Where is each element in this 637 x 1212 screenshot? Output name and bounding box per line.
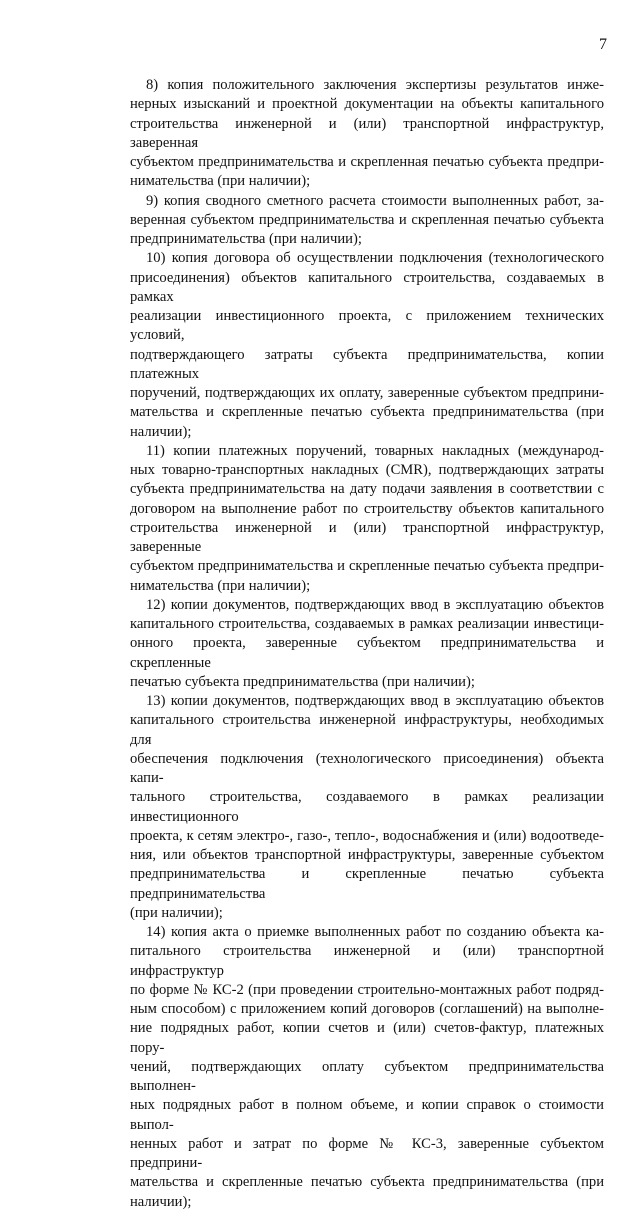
text-line: ния, или объектов транспортной инфраструктуры, заверенные субъектом [130, 847, 604, 863]
text-line: печатью субъекта предпринимательства (при наличии); [130, 673, 475, 690]
text-line: ненных работ и затрат по форме № КС-3, заверенные субъектом предприни- [130, 1135, 604, 1171]
text-line: ных товарно-транспортных накладных (CMR), подтверждающих затраты [130, 462, 604, 478]
list-item-paragraph [130, 249, 604, 442]
text-line: тального строительства, создаваемого в рамках реализации инвестиционного [130, 789, 604, 825]
text-line: предпринимательства (при наличии); [130, 231, 362, 247]
list-item-paragraph [130, 596, 604, 692]
text-line: 11) копии платежных поручений, товарных накладных (международ- [146, 442, 604, 459]
text-line: строительства инженерной и (или) транспортной инфраструктур, заверенные [130, 519, 604, 555]
text-line: капитального строительства инженерной инфраструктуры, необходимых для [130, 712, 604, 748]
text-line: договором на выполнение работ по строительству объектов капитального [130, 500, 604, 517]
text-line: ние подрядных работ, копии счетов и (или) счетов-фактур, платежных пору- [130, 1020, 604, 1056]
text-line: 12) копии документов, подтверждающих ввод в эксплуатацию объектов [146, 596, 604, 613]
text-line: 8) копия положительного заключения экспертизы результатов инже- [146, 77, 604, 93]
text-line: субъектом предпринимательства и скрепленные печатью субъекта предпри- [130, 558, 604, 575]
text-line: субъектом предпринимательства и скрепленная печатью субъекта предпри- [130, 154, 604, 170]
text-line: (при наличии); [130, 904, 223, 921]
text-line: мательства и скрепленные печатью субъекта предпринимательства (при [130, 404, 604, 421]
text-line: по форме № КС-2 (при проведении строительно-монтажных работ подряд- [130, 981, 604, 998]
text-line: капитального строительства, создаваемых в рамках реализации инвестици- [130, 616, 604, 632]
text-line: субъекта предпринимательства на дату подачи заявления в соответствии с [130, 481, 604, 498]
text-line: ным способом) с приложением копий договоров (соглашений) на выполне- [130, 1001, 604, 1017]
text-line: ных подрядных работ в полном объеме, и копии справок о стоимости выпол- [130, 1097, 604, 1133]
list-item-paragraph [130, 442, 604, 596]
text-line: наличии); [130, 1193, 192, 1210]
text-line: проекта, к сетям электро-, газо-, тепло-, водоснабжения и (или) водоотведе- [130, 827, 604, 844]
text-line: 10) копия договора об осуществлении подключения (технологического [146, 250, 604, 267]
text-line: нимательства (при наличии); [130, 173, 311, 190]
text-line: предпринимательства и скрепленные печатью субъекта предпринимательства [130, 866, 604, 902]
text-line: реализации инвестиционного проекта, с приложением технических условий, [130, 308, 604, 344]
document-body [130, 76, 604, 1212]
list-item-paragraph [130, 692, 604, 923]
page-number: 7 [599, 36, 607, 53]
list-item-paragraph [130, 192, 604, 250]
text-line: 9) копия сводного сметного расчета стоимости выполненных работ, за- [146, 192, 604, 209]
text-line: наличии); [130, 423, 192, 440]
list-item-paragraph [130, 923, 604, 1212]
text-line: мательства и скрепленные печатью субъекта предпринимательства (при [130, 1174, 604, 1191]
text-line: нимательства (при наличии); [130, 577, 311, 594]
text-line: 14) копия акта о приемке выполненных работ по созданию объекта ка- [146, 924, 604, 940]
text-line: чений, подтверждающих оплату субъектом предпринимательства выполнен- [130, 1058, 604, 1094]
text-line: подтверждающего затраты субъекта предпринимательства, копии платежных [130, 346, 604, 382]
text-line: строительства инженерной и (или) транспортной инфраструктур, заверенная [130, 115, 604, 151]
text-line: обеспечения подключения (технологического присоединения) объекта капи- [130, 750, 604, 786]
text-line: онного проекта, заверенные субъектом предпринимательства и скрепленные [130, 635, 604, 671]
text-line: веренная субъектом предпринимательства и скрепленная печатью субъекта [130, 211, 604, 228]
text-line: 13) копии документов, подтверждающих ввод в эксплуатацию объектов [146, 693, 604, 709]
text-line: поручений, подтверждающих их оплату, заверенные субъектом предприни- [130, 385, 604, 401]
text-line: питального строительства инженерной и (или) транспортной инфраструктур [130, 943, 604, 979]
text-line: присоединения) объектов капитального строительства, создаваемых в рамках [130, 269, 604, 305]
text-line: нерных изысканий и проектной документации на объекты капитального [130, 96, 604, 113]
list-item-paragraph [130, 76, 604, 192]
